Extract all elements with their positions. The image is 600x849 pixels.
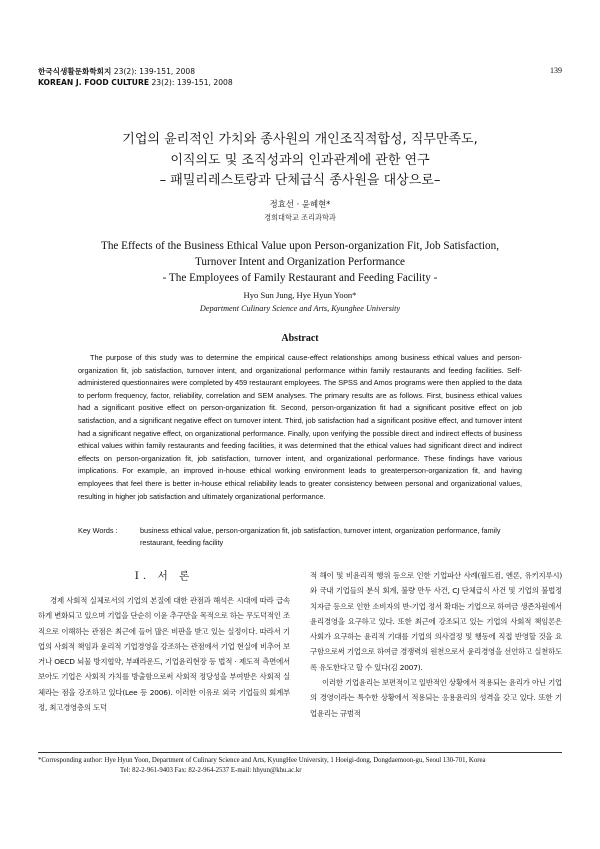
journal-name-en: KOREAN J. FOOD CULTURE	[38, 78, 150, 87]
english-title-line-3: - The Employees of Family Restaurant and Feeding Facility -	[162, 272, 438, 284]
right-column	[310, 568, 562, 721]
page-number: 139	[550, 66, 562, 75]
intro-paragraph-1: 경제 사회적 실체로서의 기업의 본질에 대한 관점과 해석은 시대에 따라 급속하게 변화되고 있으며 기업을 단순히 이윤 추구만을 목적으로 하는 무도덕적인 조직으로 이해하는 관점은 최근에 들어 많은 비판을 받고 있는 실정이다. 따라서 기업의 사회적 책임과 윤리적 기업경영을 강조하는 관점에서 기업 현실에 비추어 보거나 OECD 뇌물 방지협약, 부패라운드, 기업윤리현장 등 법적 · 제도적 측면에서 보아도 기업은 사회적 가치를 방출함으로써 사회적 정당성을 부여받은 사회적 실체라는 점을 강조하고 있다(Lee 등 2006). 이러한 이유로 외국 기업들의 회계부정, 최고경영층의 도덕	[38, 596, 290, 713]
footnote	[38, 756, 562, 776]
keywords	[78, 525, 522, 548]
korean-authors: 정효선 · 윤혜현*	[269, 199, 331, 209]
korean-title-line-1: 기업의 윤리적인 가치와 종사원의 개인조직적합성, 직무만족도,	[122, 132, 478, 147]
intro-paragraph-2: 이러한 기업윤리는 보편적이고 일반적인 상황에서 적용되는 윤리가 아닌 기업의 경영이라는 특수한 상황에서 적용되는 응용윤리의 성격을 갖고 있다. 또한 기업윤리는 규범적	[310, 678, 562, 718]
korean-title	[0, 130, 600, 192]
korean-title-line-3: – 패밀리레스토랑과 단체급식 종사원을 대상으로–	[159, 173, 441, 188]
english-affiliation: Department Culinary Science and Arts, Kyunghee University	[199, 304, 401, 313]
footnote-corresponding-author: *Corresponding author: Hye Hyun Yoon, Department of Culinary Science and Arts, KyungHee University, 1 Hoeigi-dong, Dongdaemoon-gu, Seoul 130-701, Korea	[38, 757, 486, 764]
journal-volume-en: 23(2): 139-151, 2008	[151, 78, 233, 87]
abstract-heading: Abstract	[281, 333, 319, 344]
journal-name-kr: 한국식생활문화학회지	[38, 67, 112, 76]
english-title-line-2: Turnover Intent and Organization Performance	[194, 256, 406, 268]
abstract-text: The purpose of this study was to determine the empirical cause-effect relationships among business ethical values and person-organization fit, job satisfaction, turnover intent, and organizational performance within family restaurants and feeding facilities. Self-administered questionnaires were completed by 459 restaurant employees. The SPSS and Amos programs were then applied to the data to perform frequency, factor, reliability, correlation and SEM analyses. The primary results are as follows. First, business ethical values had a significant positive effect on person-organization fit. Second, person-organization fit had a significant positive effect on job satisfaction, and a significant negative effect on turnover intent. Third, job satisfaction had a significant positive effect, and turnover intent had a significant negative effect, on organizational performance. Finally, upon verifying the possible direct and indirect effects of business ethical values within family restaurants and feeding facilities, it was determined that the ethical values had significant direct and indirect effects on person-organization fit, job satisfaction, turnover intent, and organizational performance. These findings have various implications. For example, an improved in-house ethical working environment leads to greaterperson-organization fit, and having employees that feel there is better in-house ethical reliability leads to greater consistency between personal and organizational values, resulting in higher job satisfaction and ultimately organizational performance.	[78, 353, 522, 501]
english-authors: Hyo Sun Jung, Hye Hyun Yoon*	[243, 290, 357, 300]
korean-title-line-2: 이직의도 및 조직성과의 인과관계에 관한 연구	[170, 152, 430, 168]
keywords-label: Key Words :	[78, 526, 118, 535]
right-column-text	[310, 568, 562, 721]
section-heading-introduction: Ⅰ. 서 론	[134, 570, 194, 582]
english-title-line-1: The Effects of the Business Ethical Value upon Person-organization Fit, Job Satisfaction,	[100, 240, 500, 252]
footnote-divider	[38, 752, 562, 753]
keywords-text: business ethical value, person-organization fit, job satisfaction, turnover intent, organization performance, family restaurant, feeding facility	[140, 526, 501, 547]
footnote-contact: Tel: 82-2-961-9403 Fax: 82-2-964-2537 E-mail: hhyun@khu.ac.kr	[120, 767, 302, 774]
journal-header	[38, 66, 562, 88]
english-title	[0, 238, 600, 286]
journal-volume-kr: 23(2): 139-151, 2008	[113, 67, 196, 76]
journal-line-kr	[38, 66, 562, 77]
left-column	[38, 568, 290, 715]
left-column-text	[38, 593, 290, 715]
intro-paragraph-1-continued: 적 해이 및 비윤리적 행위 등으로 인한 기업파산 사례(월드컴, 엔론, 유키지루시)와 국내 기업들의 분식 회계, 불량 만두 사건, CJ 단체급식 사건 및 기업의 불법정치자금 등으로 인한 소비자의 반-기업 정서 확대는 기업으로 하여금 생존차원에서 윤리경영을 요구하고 있다. 또한 최근에 강조되고 있는 기업의 사회적 책임론은 사회가 요구하는 윤리적 기대를 기업의 의사결정 및 행동에 직접 반영할 것을 요구함으로써 기업으로 하여금 경쟁력의 원천으로서 윤리경영을 선언하고 실천하도록 유도한다고 할 수 있다(김 2007).	[310, 571, 562, 672]
journal-line-en	[38, 77, 562, 88]
korean-affiliation: 경희대학교 조리과학과	[264, 213, 336, 222]
